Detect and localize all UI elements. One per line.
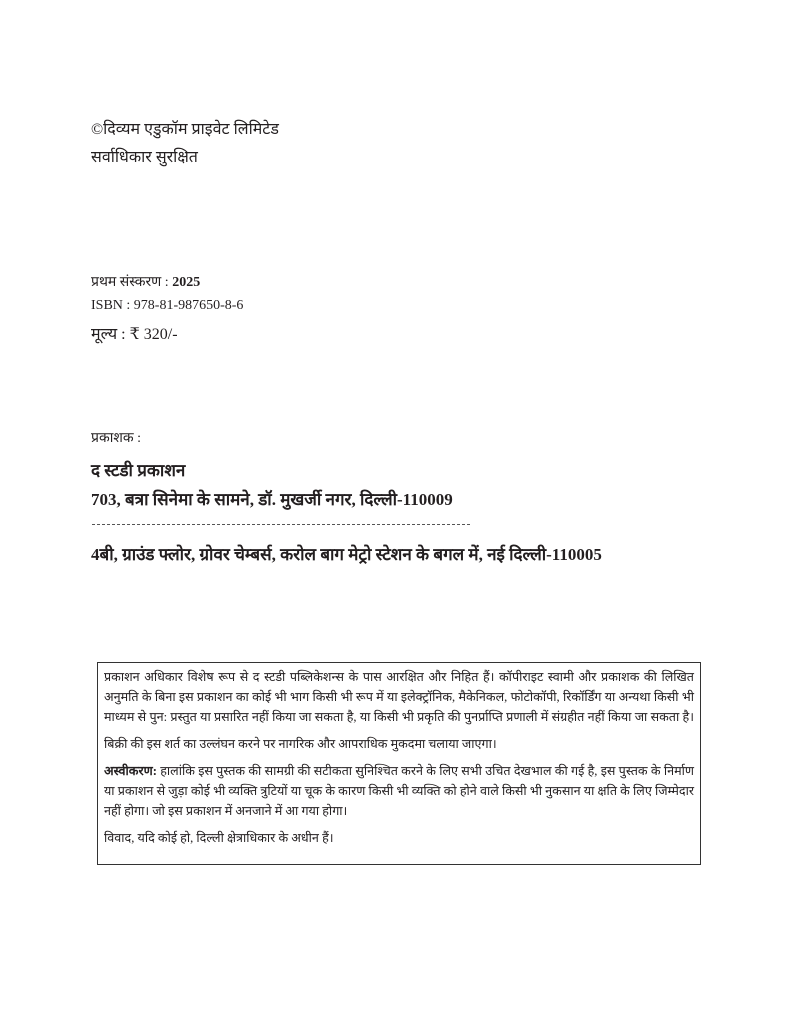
notice-line: माध्यम से पुन: प्रस्तुत या प्रसारित नहीं किया जा सकता है, या किसी भी प्रकृति की पुनर्प्राप्ति प्रणाली में संग्रहीत नहीं किया जा सकता है। <box>104 710 694 724</box>
edition <box>91 272 200 291</box>
rights-paragraph <box>104 667 694 727</box>
disclaimer-label: अस्वीकरण: <box>104 764 157 778</box>
price: मूल्य : ₹ 320/- <box>91 326 178 343</box>
publisher-label: प्रकाशक : <box>91 431 142 446</box>
notice-line: अनुमति के बिना इस प्रकाशन का कोई भी भाग किसी भी रूप में या इलेक्ट्रॉनिक, मैकेनिकल, फोटोकॉपी, रिकॉर्डिंग या अन्यथा किसी भी <box>104 690 694 704</box>
copyright-owner: ©दिव्यम एडुकॉम प्राइवेट लिमिटेड <box>91 121 279 138</box>
publisher-address-2: 4बी, ग्राउंड फ्लोर, ग्रोवर चेम्बर्स, करोल बाग मेट्रो स्टेशन के बगल में, नई दिल्ली-110005 <box>91 545 602 564</box>
sale-condition-paragraph: बिक्री की इस शर्त का उल्लंघन करने पर नागरिक और आपराधिक मुकदमा चलाया जाएगा। <box>104 737 497 751</box>
disclaimer-paragraph <box>104 761 694 821</box>
legal-notice-box <box>97 662 701 865</box>
notice-line: या प्रकाशन से जुड़ा कोई भी व्यक्ति त्रुटियों या चूक के कारण किसी भी व्यक्ति को होने वाले किसी भी नुकसान या क्षति के लिए जिम्मेदार <box>104 784 694 798</box>
edition-label: प्रथम संस्करण : <box>91 275 173 290</box>
notice-line: नहीं होगा। जो इस प्रकाशन में अनजाने में आ गया होगा। <box>104 804 348 818</box>
rights-reserved: सर्वाधिकार सुरक्षित <box>91 149 198 166</box>
notice-line: प्रकाशन अधिकार विशेष रूप से द स्टडी पब्लिकेशन्स के पास आरक्षित और निहित हैं। कॉपीराइट स्वामी और प्रकाशक की लिखित <box>104 670 694 684</box>
dashed-divider <box>92 524 470 525</box>
isbn: ISBN : 978-81-987650-8-6 <box>91 298 244 313</box>
publisher-name: द स्टडी प्रकाशन <box>91 461 186 480</box>
notice-line <box>104 761 694 781</box>
edition-year: 2025 <box>172 275 201 290</box>
publisher-address-1: 703, बत्रा सिनेमा के सामने, डॉ. मुखर्जी नगर, दिल्ली-110009 <box>91 490 453 509</box>
jurisdiction-paragraph: विवाद, यदि कोई हो, दिल्ली क्षेत्राधिकार के अधीन हैं। <box>104 831 334 845</box>
disclaimer-text: हालांकि इस पुस्तक की सामग्री की सटीकता सुनिश्चित करने के लिए सभी उचित देखभाल की गई है, इस पुस्तक के निर्माण <box>156 764 694 778</box>
